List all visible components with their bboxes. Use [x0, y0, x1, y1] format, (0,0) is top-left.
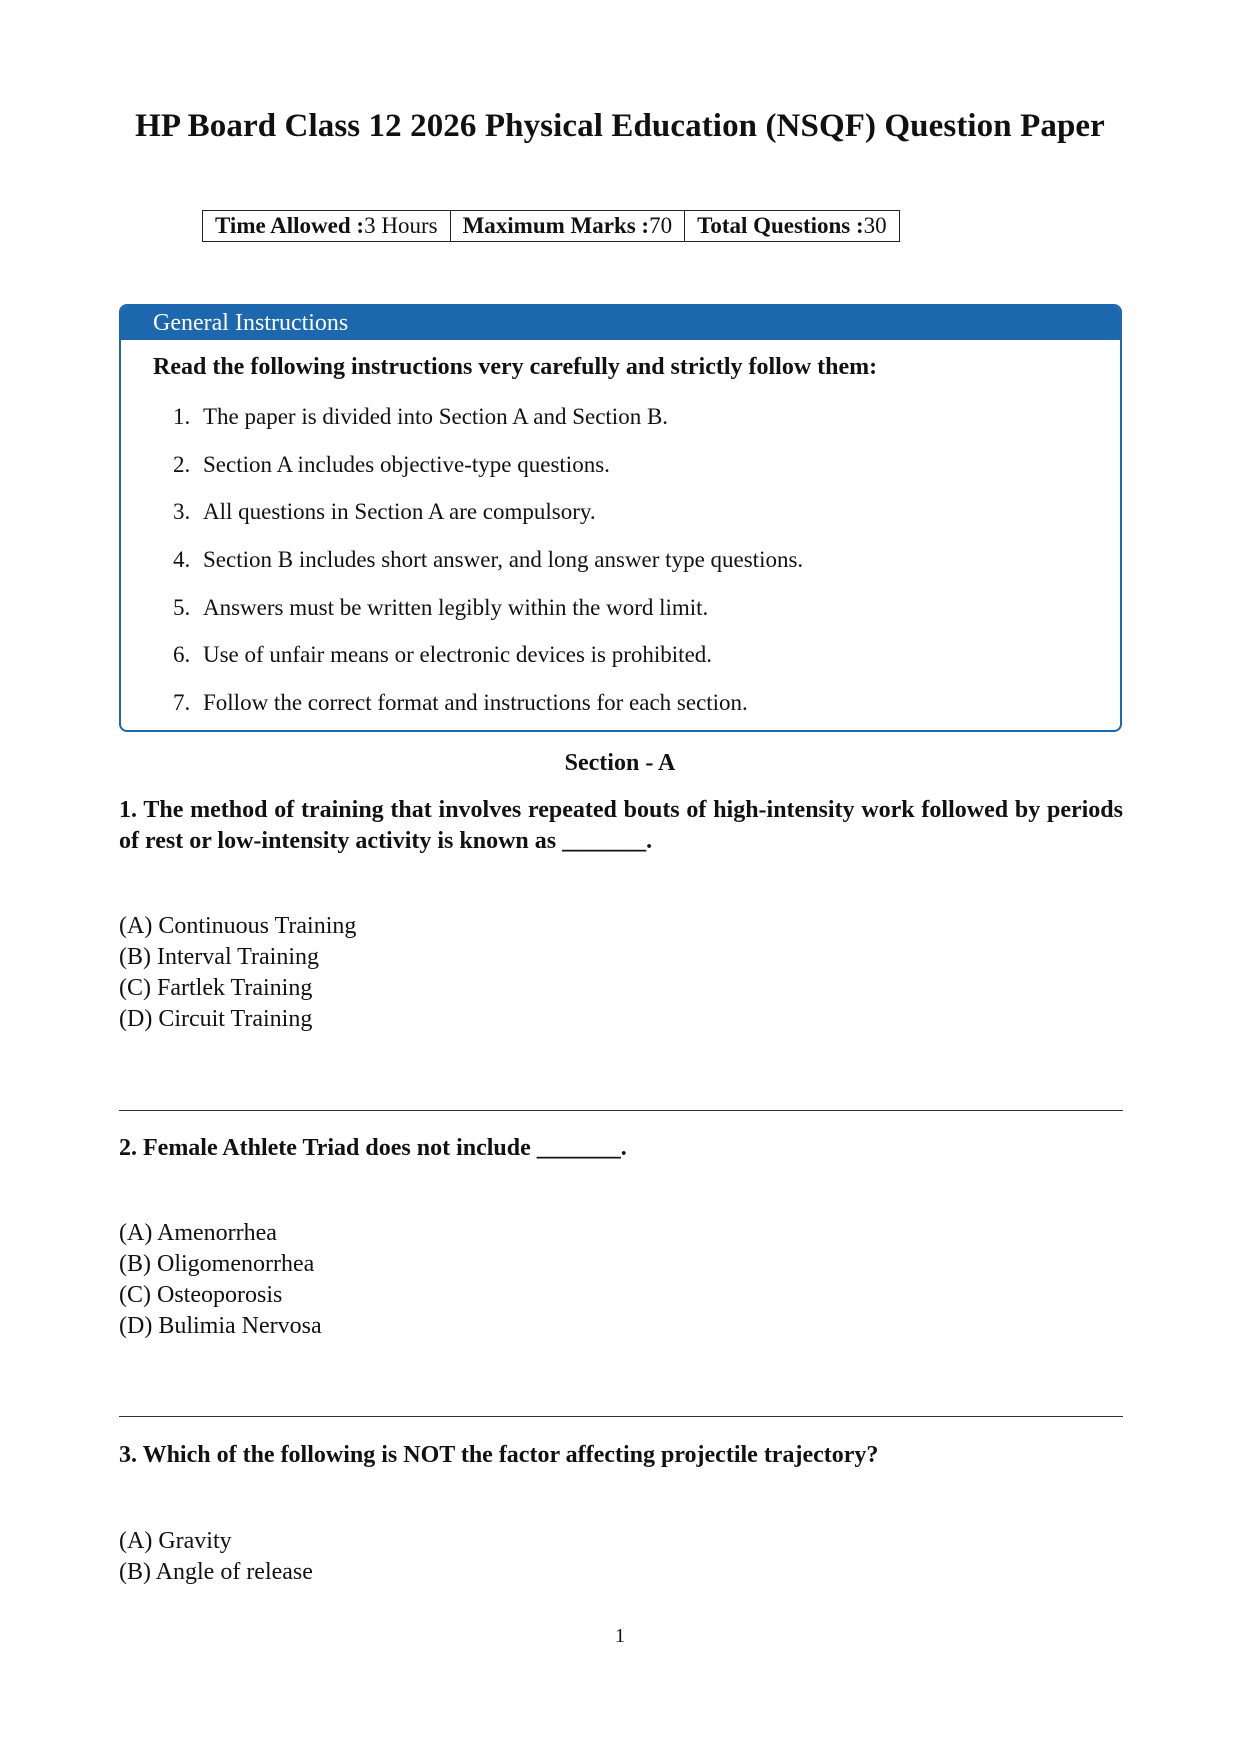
instruction-item: [173, 595, 803, 643]
instruction-text: The paper is divided into Section A and Section B.: [203, 404, 669, 429]
instruction-text: All questions in Section A are compulsory.: [203, 499, 596, 525]
instruction-number: 4.: [173, 547, 191, 573]
time-allowed-cell: [203, 211, 451, 242]
instructions-lead: Read the following instructions very carefully and strictly follow them:: [153, 354, 878, 380]
question-divider: [119, 1110, 1123, 1111]
option-c: (C) Fartlek Training: [119, 975, 313, 1001]
instruction-number: 6.: [173, 642, 191, 668]
option-a: (A) Amenorrhea: [119, 1220, 277, 1246]
option-d: (D) Bulimia Nervosa: [119, 1313, 322, 1339]
instruction-text: Section A includes objective-type questions.: [203, 451, 610, 477]
total-questions-label: Total Questions :: [697, 213, 864, 238]
question-divider: [119, 1416, 1123, 1417]
maximum-marks-value: 70: [649, 213, 673, 238]
question-1: [119, 795, 1123, 857]
instruction-number: 3.: [173, 499, 191, 525]
instruction-text: Follow the correct format and instructions for each section.: [203, 690, 748, 716]
instructions-list: [173, 404, 803, 732]
instruction-text: Section B includes short answer, and long answer type questions.: [203, 547, 804, 573]
question-2-options: [119, 1218, 322, 1342]
instruction-item: [173, 547, 803, 595]
instruction-item: [173, 499, 803, 547]
page-number: 1: [615, 1625, 625, 1647]
instruction-text: Answers must be written legibly within the word limit.: [203, 594, 709, 620]
instruction-item: [173, 690, 803, 732]
option-b: (B) Interval Training: [119, 944, 319, 970]
option-b: (B) Oligomenorrhea: [119, 1251, 315, 1277]
instruction-number: 7.: [173, 690, 191, 716]
option-d: (D) Circuit Training: [119, 1006, 313, 1032]
answer-blank: _______.: [536, 1135, 627, 1161]
section-heading: Section - A: [564, 750, 676, 776]
time-allowed-label: Time Allowed :: [215, 213, 365, 238]
answer-blank: _______.: [562, 828, 653, 854]
maximum-marks-cell: [450, 211, 685, 242]
question-text: 2. Female Athlete Triad does not include: [119, 1135, 537, 1161]
question-1-options: [119, 911, 356, 1035]
general-instructions-header: General Instructions: [121, 306, 1120, 340]
exam-meta-table: [202, 210, 900, 242]
question-2: [119, 1133, 1123, 1164]
question-text: 3. Which of the following is NOT the factor affecting projectile trajectory?: [119, 1442, 879, 1468]
page-title: HP Board Class 12 2026 Physical Education (NSQF) Question Paper: [135, 108, 1105, 144]
option-c: (C) Osteoporosis: [119, 1282, 283, 1308]
question-3-options: [119, 1526, 313, 1588]
total-questions-value: 30: [863, 213, 887, 238]
instruction-number: 2.: [173, 451, 191, 477]
maximum-marks-label: Maximum Marks :: [462, 213, 650, 238]
instruction-number: 1.: [173, 404, 191, 429]
instruction-item: [173, 404, 803, 452]
total-questions-cell: [685, 211, 900, 242]
instruction-item: [173, 642, 803, 690]
instruction-number: 5.: [173, 594, 191, 620]
option-a: (A) Continuous Training: [119, 913, 357, 939]
instruction-item: [173, 452, 803, 500]
general-instructions-box: [119, 304, 1122, 732]
option-a: (A) Gravity: [119, 1528, 232, 1554]
time-allowed-value: 3 Hours: [364, 213, 438, 238]
question-text: 1. The method of training that involves repeated bouts of high-intensity work followed by periods of rest or low-intensity activity is known as: [119, 797, 1123, 854]
option-b: (B) Angle of release: [119, 1559, 313, 1585]
question-3: [119, 1440, 1123, 1471]
instruction-text: Use of unfair means or electronic devices is prohibited.: [203, 642, 713, 668]
